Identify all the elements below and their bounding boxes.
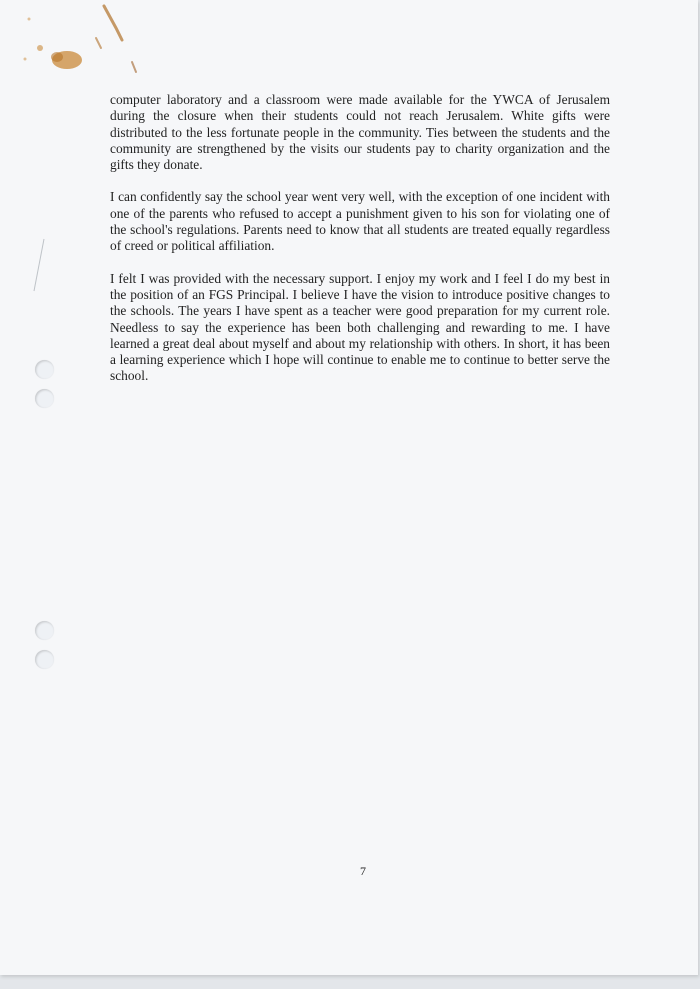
document-body [110, 92, 610, 401]
rust-stain-mark [12, 0, 152, 90]
binder-hole-4 [35, 650, 54, 669]
binder-hole-2 [35, 389, 54, 408]
pencil-mark [30, 235, 50, 295]
binder-hole-1 [35, 360, 54, 379]
paragraph-2: I can confidently say the school year went very well, with the exception of one incident with one of the parents who refused to accept a punishment given to his son for violating one of the school's regulations. Parents need to know that all students are treated equally regardless of creed or political affiliation. [110, 189, 610, 254]
binder-hole-3 [35, 621, 54, 640]
page-number: 7 [360, 864, 366, 878]
paragraph-1: computer laboratory and a classroom were made available for the YWCA of Jerusalem during the closure when their students could not reach Jerusalem. White gifts were distributed to the less fortunate people in the community. Ties between the students and the community are strengthened by the visits our students pay to charity organization and the gifts they donate. [110, 92, 610, 173]
paragraph-3: I felt I was provided with the necessary support. I enjoy my work and I feel I do my best in the position of an FGS Principal. I believe I have the vision to introduce positive changes to the schools. The years I have spent as a teacher were good preparation for my current role. Needless to say the experience has been both challenging and rewarding to me. I have learned a great deal about myself and about my relationship with others. In short, it has been a learning experience which I hope will continue to enable me to continue to better serve the school. [110, 270, 610, 384]
